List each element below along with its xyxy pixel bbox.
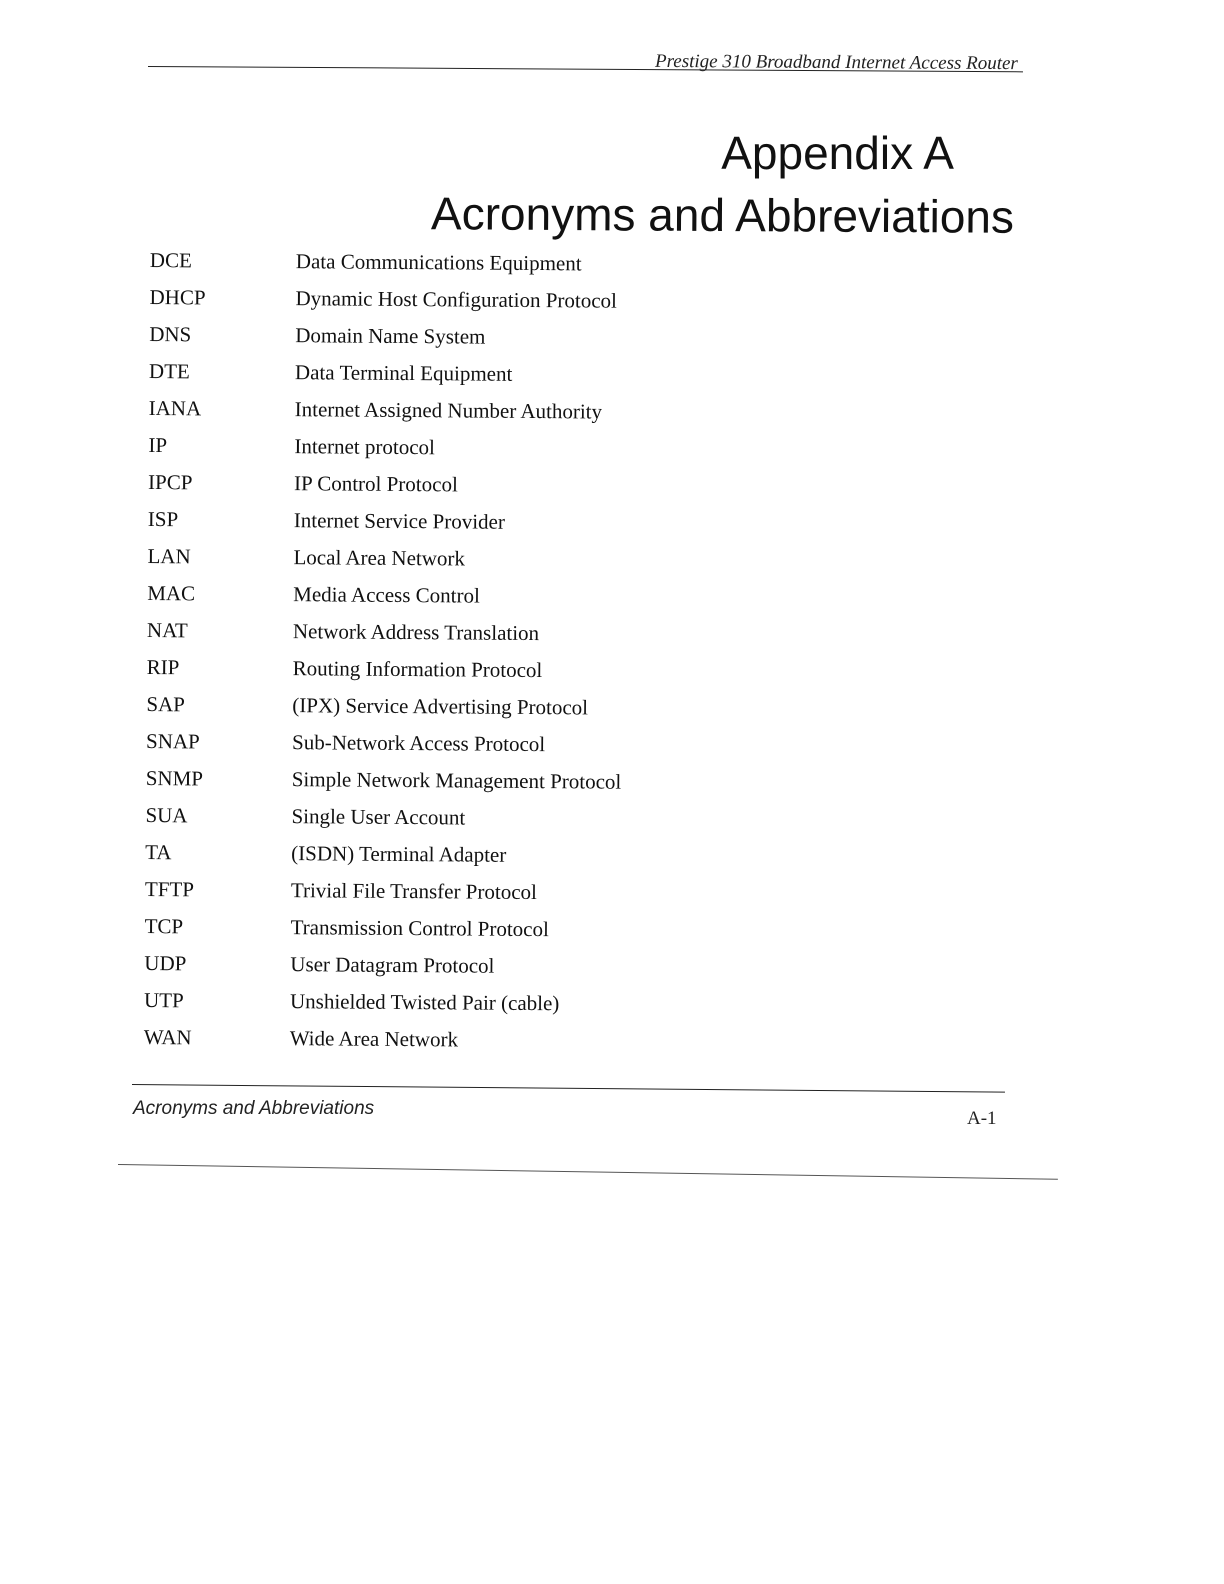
acronym-row [149, 390, 709, 431]
acronym-row [150, 242, 710, 283]
acronym-row [145, 871, 705, 912]
acronym-row [147, 575, 707, 616]
running-header: Prestige 310 Broadband Internet Access Router [655, 50, 1019, 75]
acronym-definition: Transmission Control Protocol [290, 915, 549, 942]
acronym-definition: Internet protocol [294, 434, 436, 460]
acronym-row [146, 723, 706, 764]
acronym-definition: Network Address Translation [292, 619, 540, 646]
acronym-term: UTP [143, 987, 184, 1013]
acronym-definition: Media Access Control [293, 582, 480, 608]
acronym-row [149, 316, 709, 357]
footer-rule [132, 1084, 1005, 1093]
appendix-subtitle: Acronyms and Abbreviations [430, 187, 1015, 243]
acronym-term: IP [148, 432, 168, 458]
acronym-term: IPCP [148, 469, 193, 495]
acronym-definition: (ISDN) Terminal Adapter [291, 841, 507, 867]
acronym-definition: IP Control Protocol [294, 471, 458, 497]
acronym-definition: Local Area Network [293, 545, 466, 571]
acronym-term: NAT [146, 617, 188, 643]
acronym-term: RIP [146, 654, 180, 680]
acronym-row [148, 464, 708, 505]
acronym-row [144, 945, 704, 986]
acronym-definition: Wide Area Network [289, 1026, 459, 1052]
acronym-definition: Domain Name System [295, 323, 486, 349]
acronym-definition: Dynamic Host Configuration Protocol [295, 286, 618, 313]
acronym-term: SUA [145, 802, 188, 828]
acronym-term: UDP [144, 950, 187, 976]
acronym-definition: Internet Service Provider [293, 508, 506, 534]
acronym-term: SNMP [145, 765, 204, 791]
acronym-definition: (IPX) Service Advertising Protocol [292, 693, 589, 720]
acronym-term: DNS [149, 321, 192, 347]
acronym-term: WAN [143, 1024, 192, 1050]
acronym-definition: Data Terminal Equipment [294, 360, 513, 386]
page-number: A-1 [967, 1108, 997, 1129]
acronym-definition: Unshielded Twisted Pair (cable) [289, 989, 560, 1016]
acronym-row [146, 686, 706, 727]
acronym-definition: Routing Information Protocol [292, 656, 543, 683]
acronym-term: DCE [149, 247, 192, 273]
acronym-row [147, 612, 707, 653]
acronym-definition: Single User Account [291, 804, 466, 830]
acronym-row [149, 353, 709, 394]
acronym-term: TCP [144, 913, 184, 939]
acronym-term: SAP [146, 691, 185, 717]
acronym-definition: User Datagram Protocol [290, 952, 495, 978]
acronym-term: DHCP [149, 284, 206, 310]
acronym-term: TFTP [144, 876, 195, 902]
footer-section-title: Acronyms and Abbreviations [133, 1098, 375, 1119]
acronym-term: IANA [148, 395, 202, 421]
acronym-term: SNAP [145, 728, 200, 754]
acronym-row [146, 760, 706, 801]
acronym-term: ISP [147, 506, 179, 532]
appendix-title: Appendix A [721, 127, 954, 179]
acronym-row [147, 649, 707, 690]
acronym-definition: Sub-Network Access Protocol [291, 730, 546, 757]
acronym-definition: Data Communications Equipment [295, 249, 582, 276]
acronym-row [144, 982, 704, 1023]
acronym-row [144, 908, 704, 949]
acronym-row [147, 538, 707, 579]
acronym-list [144, 242, 710, 1060]
acronym-row [145, 834, 705, 875]
acronym-definition: Trivial File Transfer Protocol [290, 878, 538, 905]
acronym-definition: Internet Assigned Number Authority [294, 397, 603, 424]
acronym-term: TA [145, 839, 172, 865]
acronym-row [145, 797, 705, 838]
acronym-row [148, 427, 708, 468]
acronym-term: MAC [147, 580, 196, 606]
acronym-row [149, 279, 709, 320]
acronym-row [148, 501, 708, 542]
page-edge-rule [118, 1164, 1058, 1180]
acronym-term: LAN [147, 543, 191, 569]
acronym-term: DTE [148, 358, 190, 384]
acronym-row [144, 1019, 704, 1060]
acronym-definition: Simple Network Management Protocol [291, 767, 622, 794]
